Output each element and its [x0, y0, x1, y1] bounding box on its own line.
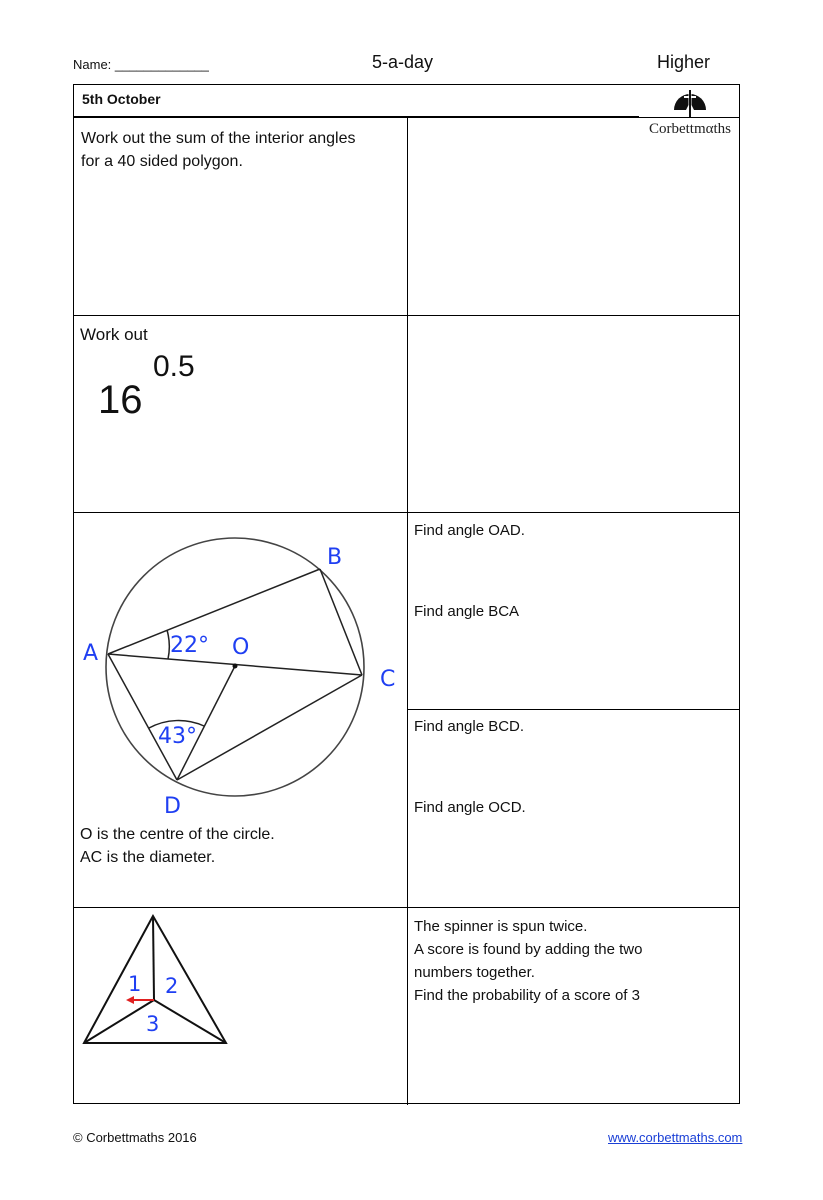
- q4-text-line2: A score is found by adding the two: [414, 941, 643, 958]
- row-divider-2: [74, 512, 739, 513]
- date-label: 5th October: [82, 91, 161, 107]
- spinner-diagram: [78, 912, 238, 1052]
- angle-arc-22: [167, 630, 169, 659]
- label-a: A: [83, 641, 99, 666]
- spinner-label-3: 3: [146, 1012, 160, 1036]
- chord-dc: [177, 675, 362, 780]
- column-divider: [407, 118, 408, 1105]
- copyright-text: © Corbettmaths 2016: [73, 1130, 197, 1145]
- q3-part-b2: Find angle OCD.: [414, 799, 526, 816]
- q2-power-base: 16: [98, 378, 143, 422]
- q3-part-a1: Find angle OAD.: [414, 522, 525, 539]
- website-link[interactable]: www.corbettmaths.com: [608, 1130, 743, 1145]
- row-divider-3: [74, 907, 739, 908]
- q4-text-line4: Find the probability of a score of 3: [414, 987, 640, 1004]
- q1-text-line1: Work out the sum of the interior angles: [81, 130, 356, 147]
- spinner-arrow-head: [126, 996, 134, 1004]
- centre-point: [233, 664, 238, 669]
- q4-text-line3: numbers together.: [414, 964, 535, 981]
- q1-text-line2: for a 40 sided polygon.: [81, 153, 243, 170]
- angle-label-43: 43°: [158, 724, 197, 749]
- spinner-label-1: 1: [128, 972, 142, 996]
- corbettmaths-logo-icon: [670, 88, 710, 120]
- label-d: D: [164, 794, 181, 819]
- label-b: B: [327, 545, 343, 570]
- logo-text: Corbettmαths: [648, 121, 732, 137]
- q3-part-a2: Find angle BCA: [414, 603, 520, 620]
- spinner-divider-1: [153, 916, 154, 1000]
- label-c: C: [380, 667, 396, 692]
- q2-power-exponent: 0.5: [153, 350, 195, 383]
- spinner-divider-2: [84, 1000, 154, 1043]
- name-field-label: Name: _____________: [73, 57, 209, 72]
- angle-label-22: 22°: [170, 633, 209, 658]
- chord-ad: [108, 654, 177, 780]
- circle-theorem-diagram: [75, 520, 405, 820]
- q3-note-line1: O is the centre of the circle.: [80, 826, 275, 843]
- row-divider-1: [74, 315, 739, 316]
- spinner-divider-3: [154, 1000, 226, 1043]
- chord-ab: [108, 569, 320, 654]
- q3-part-b1: Find angle BCD.: [414, 718, 525, 735]
- level-label: Higher: [657, 52, 711, 72]
- q3-note-line2: AC is the diameter.: [80, 849, 216, 866]
- spinner-label-2: 2: [165, 974, 179, 998]
- label-o: O: [232, 635, 250, 660]
- q2-label: Work out: [80, 325, 148, 344]
- row-divider-q3: [407, 709, 739, 710]
- worksheet-title: 5-a-day: [371, 52, 434, 72]
- q4-text-line1: The spinner is spun twice.: [414, 918, 588, 935]
